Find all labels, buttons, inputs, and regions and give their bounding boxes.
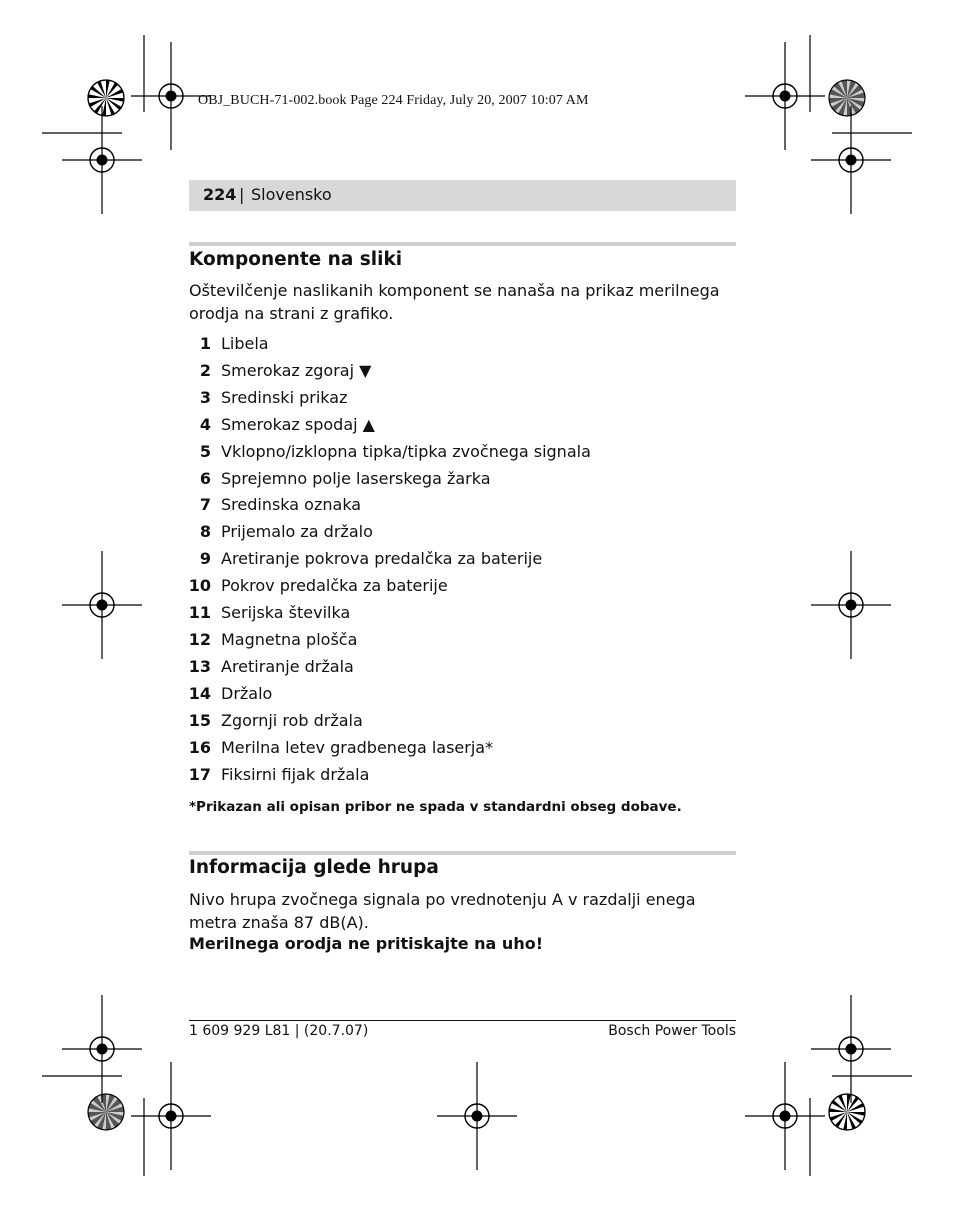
section-divider	[189, 242, 736, 246]
footer-doc-number: 1 609 929 L81 | (20.7.07)	[189, 1023, 369, 1039]
list-item: 15 Zgornji rob držala	[188, 711, 363, 730]
list-item: 1 Libela	[199, 334, 269, 353]
page-header	[189, 180, 736, 211]
section-divider	[189, 851, 736, 855]
intro-paragraph	[189, 279, 739, 325]
list-item: 14 Držalo	[188, 684, 273, 703]
page-number: 224	[203, 185, 237, 204]
section-title-noise: Informacija glede hrupa	[189, 857, 439, 878]
list-item: 11 Serijska številka	[188, 603, 351, 622]
file-meta: OBJ_BUCH-71-002.book Page 224 Friday, July 20, 2007 10:07 AM	[198, 93, 589, 108]
safety-warning: Merilnega orodja ne pritiskajte na uho!	[189, 934, 543, 953]
intro-line: Oštevilčenje naslikanih komponent se nanaša na prikaz merilnega	[189, 281, 720, 300]
intro-line: orodja na strani z grafiko.	[189, 304, 394, 323]
list-item: 5 Vklopno/izklopna tipka/tipka zvočnega signala	[199, 442, 591, 461]
list-item: 7 Sredinska oznaka	[199, 495, 362, 514]
section-title-components: Komponente na sliki	[189, 249, 403, 270]
list-item: 9 Aretiranje pokrova predalčka za baterije	[199, 549, 543, 568]
header-language: Slovensko	[251, 185, 332, 204]
footer-rule	[189, 1020, 736, 1021]
accessory-footnote: *Prikazan ali opisan pribor ne spada v standardni obseg dobave.	[189, 799, 682, 815]
list-item: 12 Magnetna plošča	[188, 630, 358, 649]
list-item: 10 Pokrov predalčka za baterije	[188, 576, 448, 595]
list-item: 6 Sprejemno polje laserskega žarka	[199, 469, 491, 488]
list-item: 17 Fiksirni fijak držala	[188, 765, 370, 784]
list-item: 2 Smerokaz zgoraj ▼	[199, 361, 372, 380]
noise-line: metra znaša 87 dB(A).	[189, 913, 369, 932]
footer-brand: Bosch Power Tools	[608, 1023, 736, 1039]
list-item: 13 Aretiranje držala	[188, 657, 354, 676]
noise-line: Nivo hrupa zvočnega signala po vrednotenju A v razdalji enega	[189, 890, 696, 909]
list-item: 8 Prijemalo za držalo	[199, 522, 373, 541]
list-item: 4 Smerokaz spodaj ▲	[199, 415, 375, 434]
list-item: 3 Sredinski prikaz	[199, 388, 348, 407]
list-item: 16 Merilna letev gradbenega laserja*	[188, 738, 494, 757]
header-separator: |	[239, 185, 245, 204]
noise-paragraph	[189, 888, 739, 934]
